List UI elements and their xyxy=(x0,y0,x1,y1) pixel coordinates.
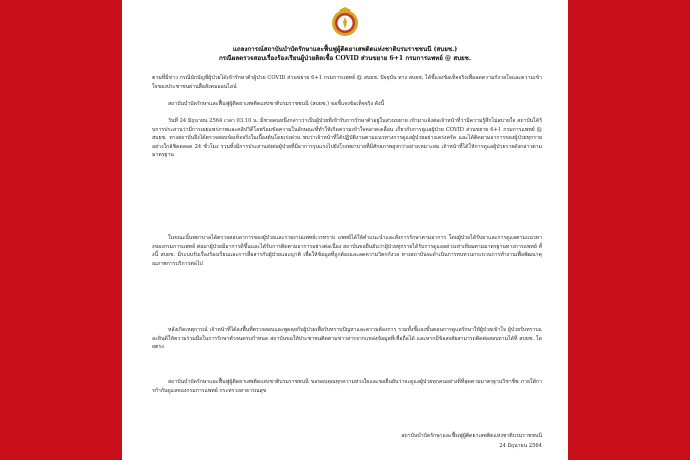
paragraph-intro: ตามที่มีข่าว กรณีนักบัญชีผู้ป่วยได้เข้ารักษาตัวผู้ป่วย COVID ส่วนขยาย 6+1 กรมการแพทย์ @ สบยช. ปัจจุบัน ทาง สบยช. ได้ชี้แจงข้อเท็จจริงเพื่อลดความกังวลใจและความเข้าใจของประชาชนผ่านสื่อสังคมออนไลน์ xyxy=(152,75,542,90)
institute-emblem-icon xyxy=(330,6,360,40)
paragraph-treatment: ในขณะนั้นพยาบาลได้ตรวจสอบอาการของผู้ป่วยและรายงานแพทย์เวรทราบ แพทย์ได้ให้คำแนะนำและสั่งการรักษาตามอาการ โดยผู้ป่วยได้รับยาและการดูแลตามแนวทางของกรมการแพทย์ ต่อมาผู้ป่วยมีอาการดีขึ้นและได้รับการติดตามอาการอย่างต่อเนื่อง สถาบันขอยืนยันว่าผู้ป่วยทุกรายได้รับการดูแลอย่างเท่าเทียมตามมาตรฐานทางการแพทย์ ทั้งนี้ สบยช. มีระบบรับเรื่องร้องเรียนและการสื่อสารกับผู้ป่วยและญาติ เพื่อให้ข้อมูลที่ถูกต้องและลดความวิตกกังวล ทางสถาบันจะดำเนินการทบทวนกระบวนการทำงานเพื่อพัฒนาคุณภาพการบริการต่อไป xyxy=(152,235,542,267)
announcement-subtitle: กรณีผลตรวจสอบเรื่องร้องเรียนผู้ป่วยติดเชื้อ COVID ส่วนขยาย 6+1 กรมการแพทย์ @ สบยช. xyxy=(218,55,472,62)
announcement-title: แถลงการณ์สถาบันบำบัดรักษาและฟื้นฟูผู้ติดยาเสพติดแห่งชาติบรมราชชนนี (สบยช.) xyxy=(232,46,458,53)
paragraph-clarification: สถาบันบำบัดรักษาและฟื้นฟูผู้ติดยาเสพติดแห่งชาติบรมราชชนนี (สบยช.) ขอชี้แจงข้อเท็จจริง ดังนี้ xyxy=(168,101,385,107)
announcement-page xyxy=(122,0,568,460)
paragraph-closing: สถาบันบำบัดรักษาและฟื้นฟูผู้ติดยาเสพติดแห่งชาติบรมราชชนนี ขอขอบคุณทุกความห่วงใยและขอยืนยันว่าจะดูแลผู้ป่วยทุกคนอย่างดีที่สุดตามมาตรฐานวิชาชีพ ภายใต้การกำกับดูแลของกรมการแพทย์ กระทรวงสาธารณสุข xyxy=(152,379,542,394)
paragraph-incident: วันที่ 24 มิถุนายน 2564 เวลา 03.10 น. มีชายคนหนึ่งกล่าวว่าเป็นผู้ป่วยที่เข้ารับการรักษาตัวอยู่ในส่วนขยาย เข้ามาแจ้งต่อเจ้าหน้าที่ว่ามีความรู้สึกไม่สบายใจ สถาบันได้รับการประสานว่ามีการเผยแพร่ภาพและคลิปวิดีโอพร้อมข้อความในลักษณะที่ทำให้เกิดความเข้าใจคลาดเคลื่อน เกี่ยวกับการดูแลผู้ป่วย COVID ส่วนขยาย 6+1 กรมการแพทย์ @ สบยช. ทางสถาบันจึงได้ตรวจสอบข้อเท็จจริงในเบื้องต้นโดยเร่งด่วน พบว่าเจ้าหน้าที่ได้ปฏิบัติงานตามแนวทางการดูแลผู้ป่วยอย่างเคร่งครัด และได้ติดตามอาการของผู้ป่วยทุกรายอย่างใกล้ชิดตลอด 24 ชั่วโมง รวมทั้งมีการประสานส่งต่อผู้ป่วยที่มีอาการรุนแรงไปยังโรงพยาบาลที่มีศักยภาพสูงกว่าอย่างเหมาะสม เจ้าหน้าที่ได้ให้การดูแลผู้ป่วยรายดังกล่าวตามมาตรฐาน xyxy=(152,118,542,159)
paragraph-followup: หลังเกิดเหตุการณ์ เจ้าหน้าที่ได้ลงพื้นที่ตรวจสอบและพูดคุยกับผู้ป่วยเพื่อรับทราบปัญหาและความต้องการ รวมทั้งชี้แจงขั้นตอนการดูแลรักษาให้ผู้ป่วยเข้าใจ ผู้ป่วยรับทราบและยินดีให้ความร่วมมือในการรักษาตัวจนครบกำหนด สถาบันขอให้ประชาชนติดตามข่าวสารจากแหล่งข้อมูลที่เชื่อถือได้ และหากมีข้อสงสัยสามารถติดต่อสอบถามได้ที่ สบยช. โดยตรง xyxy=(152,327,542,351)
signature-org: สถาบันบำบัดรักษาและฟื้นฟูผู้ติดยาเสพติดแห่งชาติบรมราชชนนี xyxy=(401,433,542,439)
signature-date: 24 มิถุนายน 2564 xyxy=(499,443,542,449)
